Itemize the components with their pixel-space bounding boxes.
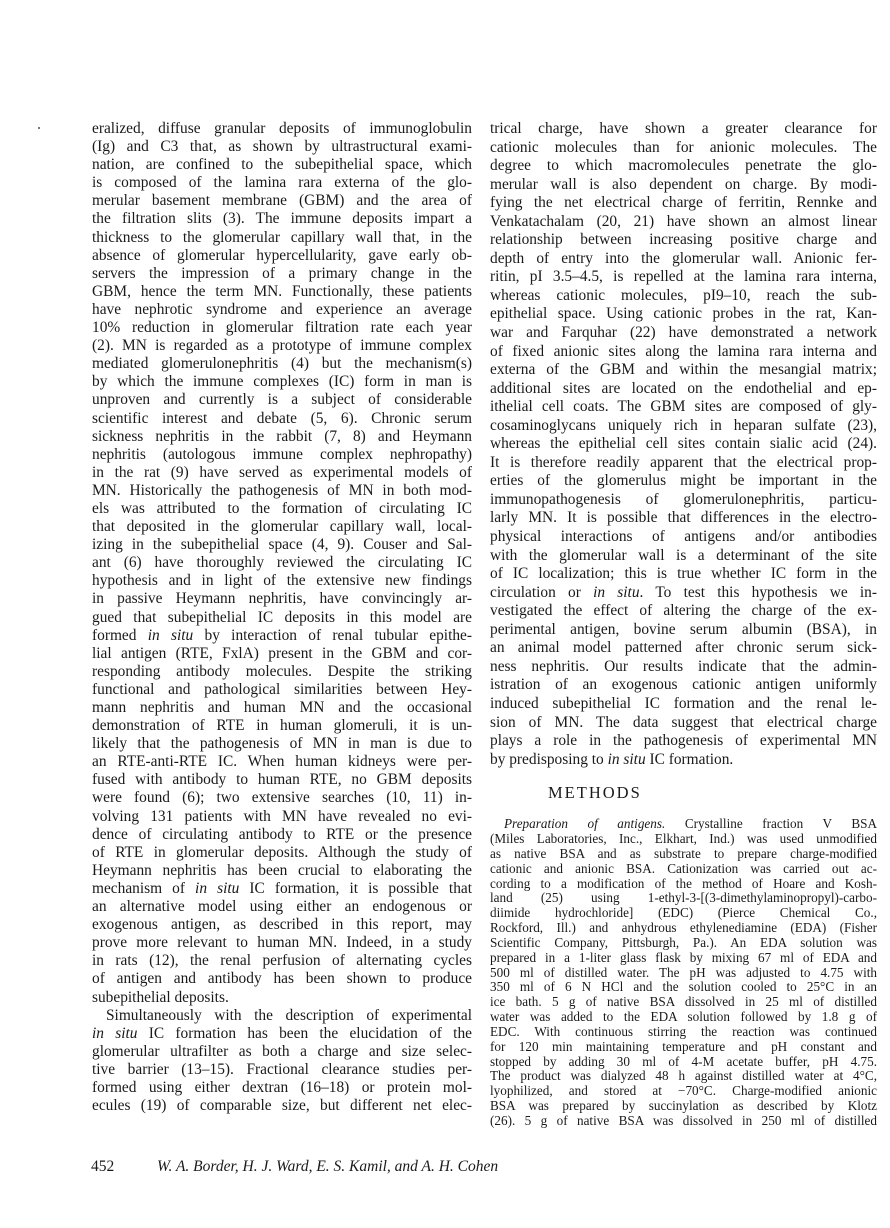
text-line: epithelial space. Using cationic probes in the rat, Kan-: [490, 305, 877, 323]
text-line: Scientific Company, Pittsburgh, Pa.). An EDA solution was: [490, 934, 877, 950]
text-line: the filtration slits (3). The immune deposits impart a: [92, 210, 472, 228]
italic-text: in situ: [593, 583, 640, 601]
text-line: unproven and currently is a subject of considerable: [92, 391, 472, 409]
text-line: for 120 min maintaining temperature and pH constant and: [490, 1038, 877, 1054]
text-line: els was attributed to the formation of circulating IC: [92, 499, 472, 517]
text-line: scientific interest and debate (5, 6). Chronic serum: [92, 409, 472, 427]
text-line: ant (6) have thoroughly reviewed the circulating IC: [92, 554, 472, 572]
text-line: prove more relevant to human MN. Indeed, in a study: [92, 934, 472, 952]
text-line: in rats (12), the renal perfusion of alternating cycles: [92, 952, 472, 970]
text-line: externa of the GBM and within the mesangial matrix;: [490, 361, 877, 379]
text-line: (Miles Laboratories, Inc., Elkhart, Ind.) was used unmodified: [490, 830, 877, 846]
text-line: immunopathogenesis of glomerulonephritis, particu-: [490, 490, 877, 508]
text-line: in passive Heymann nephritis, have convincingly ar-: [92, 590, 472, 608]
text-line: as native BSA and as substrate to prepare charge-modified: [490, 845, 877, 861]
text-line: exogenous antigen, as described in this report, may: [92, 916, 472, 934]
text-line: with the glomerular wall is a determinant of the site: [490, 546, 877, 564]
text-segment: by interaction of renal tubular epithe-: [193, 626, 473, 644]
text-line: nation, are confined to the subepithelial space, which: [92, 156, 472, 174]
text-line: (Ig) and C3 that, as shown by ultrastructural exami-: [92, 138, 472, 156]
text-line: EDC. With continuous stirring the reaction was continued: [490, 1023, 877, 1039]
text-line: cationic and anionic BSA. Cationization was carried out ac-: [490, 860, 877, 876]
text-line: gued that subepithelial IC deposits in this model are: [92, 608, 472, 626]
text-segment: IC formation has been the elucidation of the: [137, 1024, 472, 1042]
methods-paragraph: [490, 817, 877, 1129]
text-line: larly MN. It is possible that differences in the electro-: [490, 509, 877, 527]
paragraph: [92, 1007, 472, 1116]
text-line: nephritis (autologous immune complex nephropathy): [92, 445, 472, 463]
text-line: [92, 627, 472, 645]
text-line: diimide hydrochloride] (EDC) (Pierce Chemical Co.,: [490, 905, 877, 921]
text-line: whereas the epithelial cell sites contain sialic acid (24).: [490, 435, 877, 453]
text-line: an alternative model using either an endogenous or: [92, 898, 472, 916]
text-line: of IC localization; this is true whether IC form in the: [490, 565, 877, 583]
paragraph: [92, 120, 472, 1007]
text-line: lyophilized, and stored at −70°C. Charge-modified anionic: [490, 1083, 877, 1099]
text-line: merular basement membrane (GBM) and the area of: [92, 192, 472, 210]
text-line: fying the net electrical charge of ferritin, Rennke and: [490, 194, 877, 212]
text-line: ice bath. 5 g of native BSA dissolved in 25 ml of distilled: [490, 994, 877, 1010]
text-segment: by predisposing to: [490, 750, 608, 768]
text-line: mann nephritis and human MN and the occasional: [92, 699, 472, 716]
text-line: eralized, diffuse granular deposits of immunoglobulin: [92, 120, 472, 137]
text-line: istration of an exogenous cationic antigen uniformly: [490, 676, 877, 694]
text-line: MN. Historically the pathogenesis of MN in both mod-: [92, 481, 472, 499]
text-line: water was added to the EDA solution followed by 1.8 g of: [490, 1009, 877, 1025]
text-line: perimental antigen, bovine serum albumin (BSA), in: [490, 620, 877, 638]
right-column: [490, 120, 877, 1129]
text-line: cationic molecules than for anionic molecules. The: [490, 138, 877, 156]
text-line: GBM, hence the term MN. Functionally, these patients: [92, 282, 472, 300]
text-line: ritin, pI 3.5–4.5, is repelled at the lamina rara interna,: [490, 268, 877, 286]
text-line: prepared in a 1-liter glass flask by mixing 67 ml of EDA and: [490, 949, 877, 965]
text-line: (2). MN is regarded as a prototype of immune complex: [92, 337, 472, 355]
paragraph: [490, 120, 877, 769]
text-line: lial antigen (RTE, FxlA) present in the GBM and cor-: [92, 644, 472, 662]
text-line: Venkatachalam (20, 21) have shown an almost linear: [490, 212, 877, 230]
text-line: cosaminoglycans uniquely rich in heparan sulfate (23),: [490, 416, 877, 434]
text-line: thickness to the glomerular capillary wall that, in the: [92, 228, 472, 246]
text-line: an RTE-anti-RTE IC. When human kidneys were per-: [92, 753, 472, 771]
text-line: ithelial cell coats. The GBM sites are composed of gly-: [490, 398, 877, 416]
text-line: [490, 817, 877, 832]
text-line: of fixed anionic sites along the lamina rara interna and: [490, 342, 877, 360]
text-line: 10% reduction in glomerular filtration rate each year: [92, 319, 472, 337]
text-line: plays a role in the pathogenesis of experimental MN: [490, 732, 877, 750]
text-line: likely that the pathogenesis of MN in man is due to: [92, 735, 472, 753]
text-line: of antigen and antibody has been shown to produce: [92, 970, 472, 988]
text-line: were found (6); two extensive searches (10, 11) in-: [92, 789, 472, 807]
text-line: have nephrotic syndrome and experience an average: [92, 300, 472, 318]
text-line: fused with antibody to human RTE, no GBM deposits: [92, 771, 472, 789]
text-line: land (25) using 1-ethyl-3-[(3-dimethylaminopropyl)-carbo-: [490, 890, 877, 906]
text-line: tive barrier (13–15). Fractional clearance studies per-: [92, 1060, 472, 1078]
text-segment: mechanism of: [92, 879, 196, 897]
text-line: (26). 5 g of native BSA was dissolved in 250 ml of distilled: [490, 1113, 877, 1129]
text-segment: IC formation.: [645, 750, 734, 768]
introduction-continued: [490, 120, 877, 769]
text-line: Simultaneously with the description of experimental: [106, 1006, 472, 1024]
page-footer: [91, 1158, 498, 1176]
text-line: [92, 1025, 472, 1043]
text-line: mediated glomerulonephritis (4) but the mechanism(s): [92, 355, 472, 373]
text-line: merular wall is also dependent on charge. By modi-: [490, 175, 877, 193]
methods-heading: METHODS: [548, 783, 642, 803]
text-segment: . To test this hypothesis we in-: [639, 583, 878, 601]
text-line: servers the impression of a primary change in the: [92, 264, 472, 282]
text-line: dence of circulating antibody to RTE or the presence: [92, 825, 472, 843]
text-line: It is therefore readily apparent that the electrical prop-: [490, 453, 877, 471]
text-line: erties of the glomerulus might be important in the: [490, 472, 877, 490]
text-line: [490, 751, 877, 770]
text-line: is composed of the lamina rara externa of the glo-: [92, 174, 472, 192]
italic-text: in situ: [195, 879, 240, 897]
text-line: izing in the subepithelial space (4, 9). Couser and Sal-: [92, 536, 472, 554]
text-line: demonstration of RTE in human glomeruli, it is un-: [92, 717, 472, 735]
text-line: functional and pathological similarities between Hey-: [92, 680, 472, 698]
text-line: hypothesis and in light of the extensive new findings: [92, 572, 472, 590]
text-segment: formed: [92, 626, 148, 644]
text-line: Rockford, Ill.) and anhydrous ethylenediamine (EDA) (Fisher: [490, 920, 877, 936]
text-segment: circulation or: [490, 583, 594, 601]
text-line: absence of glomerular hypercellularity, gave early ob-: [92, 246, 472, 264]
left-column: [92, 120, 472, 1115]
italic-text: in situ: [147, 626, 194, 644]
italic-text: in situ: [607, 750, 646, 768]
margin-mark: [38, 127, 40, 129]
text-line: of RTE in glomerular deposits. Although the study of: [92, 843, 472, 861]
text-line: relationship between increasing positive charge and: [490, 231, 877, 249]
text-line: in the rat (9) have served as experimental models of: [92, 463, 472, 481]
page-number: 452: [91, 1158, 115, 1175]
text-line: BSA was prepared by succinylation as described by Klotz: [490, 1098, 877, 1114]
text-line: degree to which macromolecules penetrate the glo-: [490, 157, 877, 175]
text-line: ecules (19) of comparable size, but different net elec-: [92, 1097, 472, 1115]
text-line: stopped by adding 30 ml of 4-M acetate buffer, pH 4.75.: [490, 1053, 877, 1069]
italic-text: in situ: [92, 1024, 138, 1042]
text-line: trical charge, have shown a greater clearance for: [490, 120, 877, 137]
text-segment: Crystalline fraction V BSA: [665, 816, 877, 832]
authors: W. A. Border, H. J. Ward, E. S. Kamil, and A. H. Cohen: [157, 1158, 499, 1175]
text-line: volving 131 patients with MN have revealed no evi-: [92, 807, 472, 825]
text-line: The product was dialyzed 48 h against distilled water at 4°C,: [490, 1068, 877, 1084]
text-line: depth of entry into the glomerular wall. Anionic fer-: [490, 249, 877, 267]
text-line: responding antibody molecules. Despite the striking: [92, 662, 472, 680]
italic-text: Preparation of antigens.: [504, 816, 666, 832]
text-line: induced subepithelial IC formation and the renal le-: [490, 694, 877, 712]
text-line: 500 ml of distilled water. The pH was adjusted to 4.75 with: [490, 964, 877, 980]
text-line: ness nephritis. Our results indicate that the admin-: [490, 657, 877, 675]
text-line: cording to a modification of the method of Hoare and Kosh-: [490, 875, 877, 891]
text-line: formed using either dextran (16–18) or protein mol-: [92, 1078, 472, 1096]
text-segment: IC formation, it is possible that: [239, 879, 472, 897]
text-line: physical interactions of antigens and/or antibodies: [490, 528, 877, 546]
text-line: war and Farquhar (22) have demonstrated a network: [490, 324, 877, 342]
text-line: that deposited in the glomerular capillary wall, local-: [92, 518, 472, 536]
text-line: sickness nephritis in the rabbit (7, 8) and Heymann: [92, 427, 472, 445]
text-line: an animal model patterned after chronic serum sick-: [490, 639, 877, 657]
text-line: glomerular ultrafilter as both a charge and size selec-: [92, 1042, 472, 1060]
text-line: subepithelial deposits.: [92, 988, 229, 1006]
text-line: additional sites are located on the endothelial and ep-: [490, 379, 877, 397]
text-line: 350 ml of 6 N HCl and the solution cooled to 25°C in an: [490, 979, 877, 995]
text-line: sion of MN. The data suggest that electrical charge: [490, 713, 877, 731]
text-line: vestigated the effect of altering the charge of the ex-: [490, 602, 877, 620]
text-line: Heymann nephritis has been crucial to elaborating the: [92, 861, 472, 879]
text-line: [490, 584, 877, 603]
text-line: [92, 880, 472, 898]
text-line: whereas cationic molecules, pI9–10, reach the sub-: [490, 286, 877, 304]
text-line: by which the immune complexes (IC) form in man is: [92, 373, 472, 391]
